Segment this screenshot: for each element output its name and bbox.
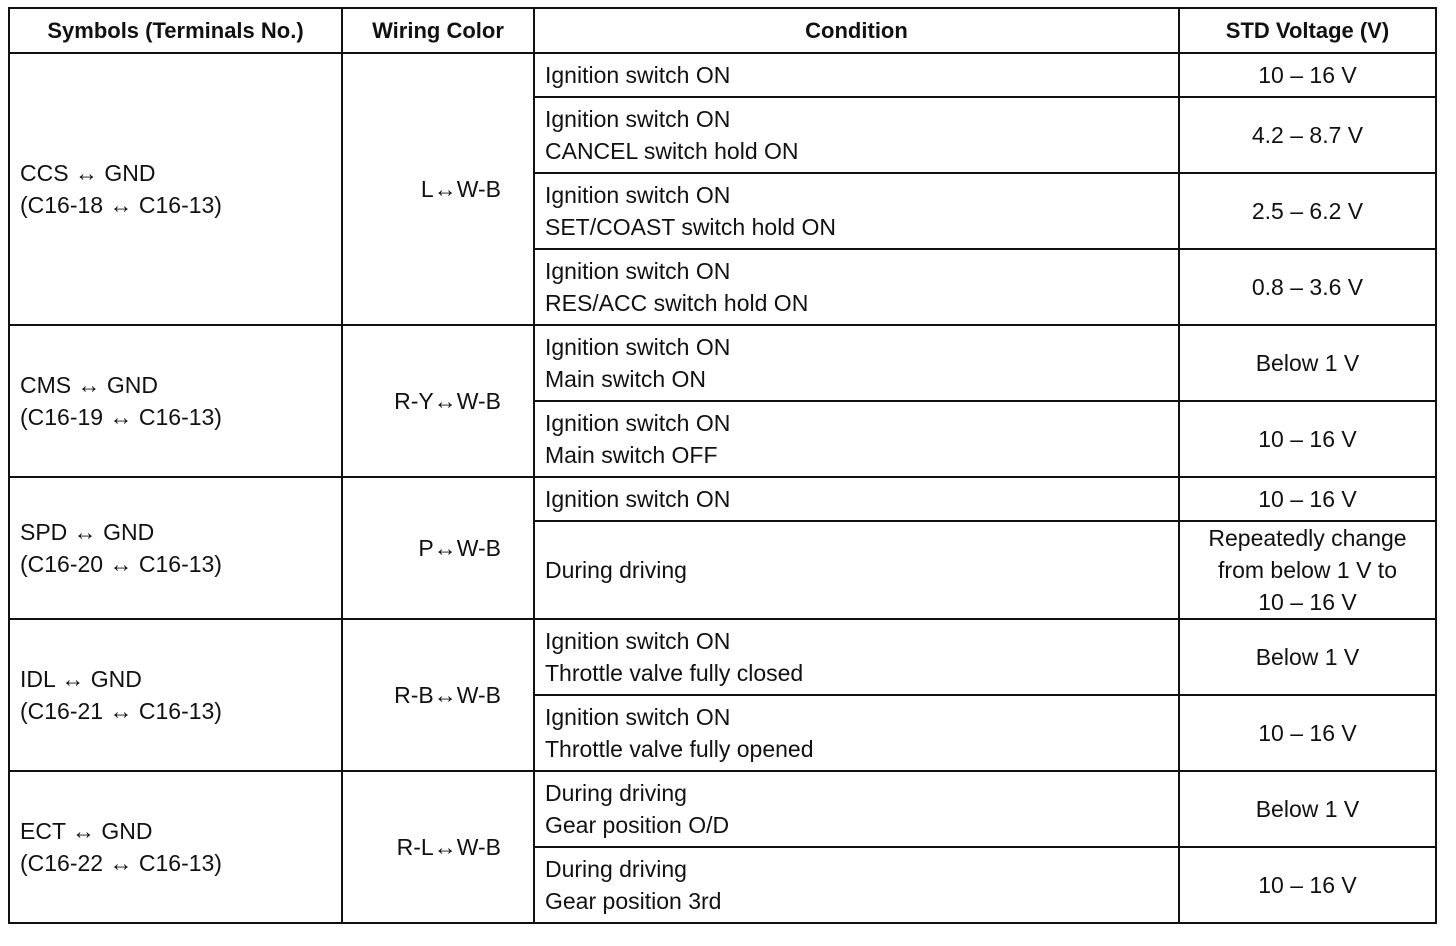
condition-line: SET/COAST switch hold ON [545, 214, 836, 240]
table-row [9, 53, 1436, 97]
condition-line: Ignition switch ON [545, 410, 731, 436]
condition-line: Gear position O/D [545, 812, 730, 838]
table-header-row [9, 8, 1436, 53]
std-voltage-cell [1179, 97, 1436, 173]
std-voltage-cell [1179, 619, 1436, 695]
condition-line: Ignition switch ON [545, 258, 731, 284]
std-voltage-cell [1179, 521, 1436, 619]
std-voltage-line: 2.5 – 6.2 V [1251, 198, 1364, 224]
condition-line: Ignition switch ON [545, 334, 731, 360]
std-voltage-cell [1179, 249, 1436, 325]
table-row [9, 477, 1436, 521]
std-voltage-cell [1179, 771, 1436, 847]
std-voltage-line: Below 1 V [1255, 644, 1360, 670]
terminal-symbol-cell [9, 325, 342, 477]
terminal-symbol: CCS ↔ GND [20, 160, 156, 186]
wiring-color-cell: L↔W-B [342, 53, 534, 325]
terminal-numbers: (C16-18 ↔ C16-13) [20, 192, 222, 218]
terminal-symbol: ECT ↔ GND [20, 818, 153, 844]
std-voltage-line: 10 – 16 V [1258, 589, 1357, 615]
terminal-symbol-cell [9, 619, 342, 771]
condition-cell [534, 619, 1179, 695]
condition-cell [534, 477, 1179, 521]
condition-line: Ignition switch ON [545, 628, 731, 654]
std-voltage-cell [1179, 325, 1436, 401]
std-voltage-line: 10 – 16 V [1258, 486, 1357, 512]
condition-cell [534, 97, 1179, 173]
condition-line: Gear position 3rd [545, 888, 722, 914]
terminal-symbol-cell [9, 477, 342, 619]
condition-line: Ignition switch ON [545, 62, 731, 88]
wiring-color-cell: R-Y↔W-B [342, 325, 534, 477]
voltage-spec-table [8, 7, 1437, 924]
condition-line: Throttle valve fully closed [545, 660, 804, 686]
condition-line: RES/ACC switch hold ON [545, 290, 809, 316]
terminal-symbol: CMS ↔ GND [20, 372, 158, 398]
condition-line: Ignition switch ON [545, 182, 731, 208]
condition-cell [534, 401, 1179, 477]
std-voltage-cell [1179, 173, 1436, 249]
terminal-symbol: SPD ↔ GND [20, 519, 155, 545]
std-voltage-line: 10 – 16 V [1258, 426, 1357, 452]
std-voltage-line: Below 1 V [1255, 350, 1360, 376]
terminal-numbers: (C16-22 ↔ C16-13) [20, 850, 222, 876]
terminal-numbers: (C16-20 ↔ C16-13) [20, 551, 222, 577]
table-row [9, 325, 1436, 401]
condition-cell [534, 325, 1179, 401]
header-condition: Condition [534, 8, 1179, 53]
condition-cell [534, 173, 1179, 249]
terminal-symbol: IDL ↔ GND [20, 666, 142, 692]
table-row [9, 771, 1436, 847]
condition-cell [534, 521, 1179, 619]
condition-line: CANCEL switch hold ON [545, 138, 799, 164]
condition-line: Ignition switch ON [545, 704, 731, 730]
std-voltage-line: 4.2 – 8.7 V [1251, 122, 1364, 148]
wiring-color-cell: P↔W-B [342, 477, 534, 619]
std-voltage-line: 10 – 16 V [1258, 720, 1357, 746]
condition-line: During driving [545, 557, 687, 583]
wiring-color-cell: R-B↔W-B [342, 619, 534, 771]
std-voltage-cell [1179, 847, 1436, 923]
terminal-numbers: (C16-21 ↔ C16-13) [20, 698, 222, 724]
condition-cell [534, 695, 1179, 771]
std-voltage-cell [1179, 53, 1436, 97]
condition-line: Main switch OFF [545, 442, 718, 468]
terminal-numbers: (C16-19 ↔ C16-13) [20, 404, 222, 430]
std-voltage-line: 10 – 16 V [1258, 62, 1357, 88]
header-std-voltage: STD Voltage (V) [1179, 8, 1436, 53]
terminal-symbol-cell [9, 771, 342, 923]
std-voltage-line: 0.8 – 3.6 V [1251, 274, 1364, 300]
condition-cell [534, 53, 1179, 97]
condition-line: During driving [545, 856, 687, 882]
std-voltage-line: Repeatedly change [1208, 525, 1407, 551]
condition-cell [534, 847, 1179, 923]
condition-line: During driving [545, 780, 687, 806]
terminal-symbol-cell [9, 53, 342, 325]
condition-cell [534, 249, 1179, 325]
condition-line: Throttle valve fully opened [545, 736, 814, 762]
table-row [9, 619, 1436, 695]
header-wiring-color: Wiring Color [342, 8, 534, 53]
condition-line: Ignition switch ON [545, 106, 731, 132]
std-voltage-line: Below 1 V [1255, 796, 1360, 822]
condition-cell [534, 771, 1179, 847]
std-voltage-cell [1179, 695, 1436, 771]
std-voltage-line: from below 1 V to [1218, 557, 1397, 583]
header-symbols: Symbols (Terminals No.) [9, 8, 342, 53]
wiring-color-cell: R-L↔W-B [342, 771, 534, 923]
std-voltage-cell [1179, 401, 1436, 477]
std-voltage-cell [1179, 477, 1436, 521]
table-body [9, 53, 1436, 923]
condition-line: Main switch ON [545, 366, 707, 392]
std-voltage-line: 10 – 16 V [1258, 872, 1357, 898]
condition-line: Ignition switch ON [545, 486, 731, 512]
